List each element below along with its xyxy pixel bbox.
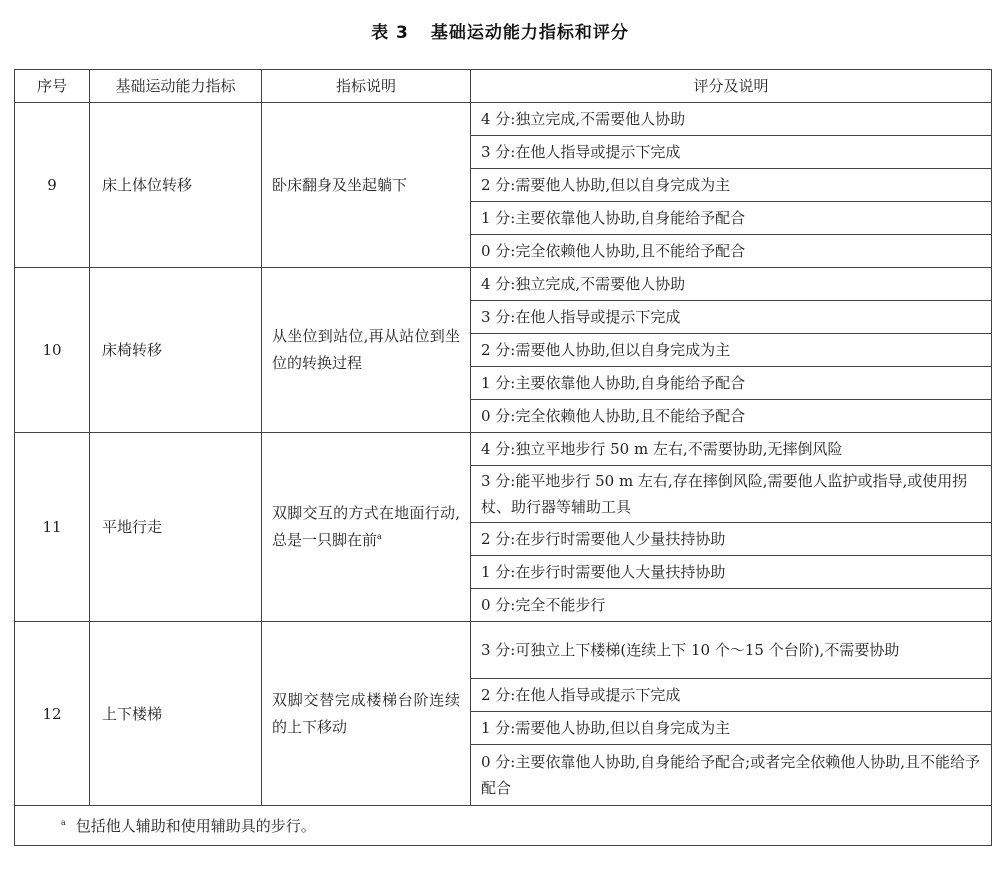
indicator-description bbox=[262, 433, 471, 622]
header-row bbox=[15, 70, 992, 103]
table-caption bbox=[0, 18, 1000, 43]
indicator-name: 床椅转移 bbox=[90, 268, 262, 433]
indicator-description: 卧床翻身及坐起躺下 bbox=[262, 103, 471, 268]
header-score: 评分及说明 bbox=[471, 70, 992, 103]
score-item: 3 分:可独立上下楼梯(连续上下 10 个～15 个台阶),不需要协助 bbox=[471, 622, 992, 679]
footnote-row bbox=[15, 806, 992, 846]
table-row bbox=[15, 622, 992, 679]
score-item: 4 分:独立平地步行 50 m 左右,不需要协助,无摔倒风险 bbox=[471, 433, 992, 466]
score-item: 2 分:在他人指导或提示下完成 bbox=[471, 679, 992, 712]
score-table bbox=[14, 69, 992, 846]
footnote-mark: a bbox=[61, 817, 66, 827]
score-item: 1 分:主要依靠他人协助,自身能给予配合 bbox=[471, 367, 992, 400]
header-indicator: 基础运动能力指标 bbox=[90, 70, 262, 103]
score-item: 2 分:需要他人协助,但以自身完成为主 bbox=[471, 169, 992, 202]
table-row bbox=[15, 433, 992, 466]
score-item: 1 分:主要依靠他人协助,自身能给予配合 bbox=[471, 202, 992, 235]
score-item: 2 分:在步行时需要他人少量扶持协助 bbox=[471, 523, 992, 556]
indicator-name: 平地行走 bbox=[90, 433, 262, 622]
score-item: 1 分:在步行时需要他人大量扶持协助 bbox=[471, 556, 992, 589]
score-item: 3 分:能平地步行 50 m 左右,存在摔倒风险,需要他人监护或指导,或使用拐杖、助行器等辅助工具 bbox=[471, 466, 992, 523]
score-item: 2 分:需要他人协助,但以自身完成为主 bbox=[471, 334, 992, 367]
score-item: 0 分:完全依赖他人协助,且不能给予配合 bbox=[471, 235, 992, 268]
row-number: 11 bbox=[15, 433, 90, 622]
score-item: 3 分:在他人指导或提示下完成 bbox=[471, 136, 992, 169]
score-item: 0 分:完全不能步行 bbox=[471, 589, 992, 622]
row-number: 9 bbox=[15, 103, 90, 268]
footnote-text: 包括他人辅助和使用辅助具的步行。 bbox=[75, 816, 316, 835]
footnote bbox=[15, 806, 992, 846]
score-item: 4 分:独立完成,不需要他人协助 bbox=[471, 268, 992, 301]
table-title: 基础运动能力指标和评分 bbox=[430, 23, 629, 43]
header-description: 指标说明 bbox=[262, 70, 471, 103]
score-item: 0 分:完全依赖他人协助,且不能给予配合 bbox=[471, 400, 992, 433]
indicator-name: 上下楼梯 bbox=[90, 622, 262, 806]
table-row bbox=[15, 103, 992, 136]
footnote-marker: a bbox=[377, 532, 382, 541]
header-number: 序号 bbox=[15, 70, 90, 103]
score-item: 3 分:在他人指导或提示下完成 bbox=[471, 301, 992, 334]
indicator-name: 床上体位转移 bbox=[90, 103, 262, 268]
row-number: 12 bbox=[15, 622, 90, 806]
score-item: 4 分:独立完成,不需要他人协助 bbox=[471, 103, 992, 136]
score-item: 1 分:需要他人协助,但以自身完成为主 bbox=[471, 712, 992, 745]
description-text: 双脚交互的方式在地面行动,总是一只脚在前 bbox=[272, 504, 460, 549]
score-item: 0 分:主要依靠他人协助,自身能给予配合;或者完全依赖他人协助,且不能给予配合 bbox=[471, 745, 992, 806]
row-number: 10 bbox=[15, 268, 90, 433]
table-row bbox=[15, 268, 992, 301]
indicator-description: 双脚交替完成楼梯台阶连续的上下移动 bbox=[262, 622, 471, 806]
table-number: 表 3 bbox=[371, 23, 409, 43]
indicator-description: 从坐位到站位,再从站位到坐位的转换过程 bbox=[262, 268, 471, 433]
